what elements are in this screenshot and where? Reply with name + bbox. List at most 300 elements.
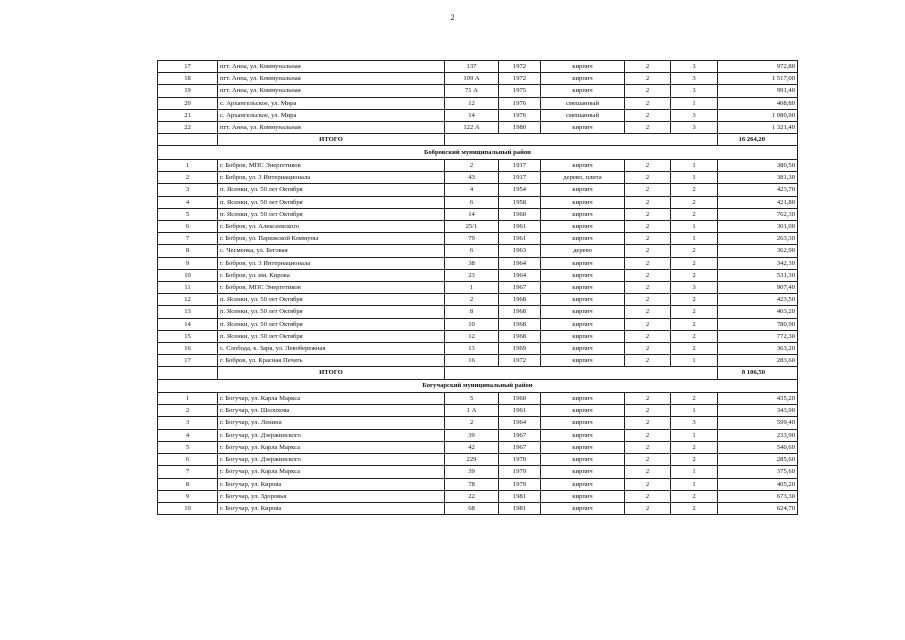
row-number-cell: 1 bbox=[158, 393, 218, 405]
address-cell: г. Бобров, МПС Энергетиков bbox=[218, 281, 445, 293]
floors-cell: 2 bbox=[625, 159, 671, 171]
table-row bbox=[158, 85, 798, 97]
address-cell: г. Богучар, ул. Ленина bbox=[218, 417, 445, 429]
table-row bbox=[158, 196, 798, 208]
entrances-cell: 2 bbox=[671, 441, 718, 453]
floors-cell: 2 bbox=[625, 97, 671, 109]
table-row bbox=[158, 122, 798, 134]
area-cell: 285,60 bbox=[718, 454, 798, 466]
house-number-cell: 39 bbox=[445, 466, 499, 478]
area-cell: 408,80 bbox=[718, 97, 798, 109]
entrances-cell: 2 bbox=[671, 196, 718, 208]
floors-cell: 2 bbox=[625, 172, 671, 184]
row-number-cell: 16 bbox=[158, 342, 218, 354]
wall-material-cell: кирпич bbox=[541, 220, 625, 232]
year-built-cell: 1954 bbox=[499, 184, 541, 196]
house-number-cell: 39 bbox=[445, 429, 499, 441]
table-row bbox=[158, 269, 798, 281]
entrances-cell: 1 bbox=[671, 172, 718, 184]
area-cell: 343,90 bbox=[718, 405, 798, 417]
table-row bbox=[158, 454, 798, 466]
address-cell: с. Чесменка, ул. Беговая bbox=[218, 245, 445, 257]
table-row bbox=[158, 405, 798, 417]
entrances-cell: 2 bbox=[671, 342, 718, 354]
year-built-cell: 1976 bbox=[499, 97, 541, 109]
row-number-cell: 4 bbox=[158, 429, 218, 441]
table-body bbox=[158, 61, 798, 515]
total-value: 16 264,20 bbox=[718, 134, 798, 146]
house-number-cell: 68 bbox=[445, 502, 499, 514]
entrances-cell: 2 bbox=[671, 393, 718, 405]
address-cell: г. Богучар, ул. Дзержинского bbox=[218, 429, 445, 441]
area-cell: 423,70 bbox=[718, 184, 798, 196]
house-number-cell: 109 А bbox=[445, 73, 499, 85]
area-cell: 1 517,00 bbox=[718, 73, 798, 85]
floors-cell: 2 bbox=[625, 318, 671, 330]
year-built-cell: 1963 bbox=[499, 245, 541, 257]
floors-cell: 2 bbox=[625, 245, 671, 257]
address-cell: п. Ясенки, ул. 50 лет Октября bbox=[218, 330, 445, 342]
floors-cell: 2 bbox=[625, 233, 671, 245]
house-number-cell: 16 bbox=[445, 355, 499, 367]
area-cell: 405,20 bbox=[718, 478, 798, 490]
row-number-cell: 4 bbox=[158, 196, 218, 208]
entrances-cell: 2 bbox=[671, 318, 718, 330]
area-cell: 301,00 bbox=[718, 220, 798, 232]
table-row bbox=[158, 393, 798, 405]
table-row bbox=[158, 417, 798, 429]
floors-cell: 2 bbox=[625, 294, 671, 306]
table-row bbox=[158, 184, 798, 196]
house-number-cell: 79 bbox=[445, 233, 499, 245]
house-number-cell: 2 bbox=[445, 159, 499, 171]
floors-cell: 2 bbox=[625, 306, 671, 318]
wall-material-cell: кирпич bbox=[541, 85, 625, 97]
table-row bbox=[158, 429, 798, 441]
house-number-cell: 5 bbox=[445, 393, 499, 405]
house-number-cell: 78 bbox=[445, 478, 499, 490]
year-built-cell: 1960 bbox=[499, 208, 541, 220]
row-number-cell: 7 bbox=[158, 466, 218, 478]
table-row bbox=[158, 342, 798, 354]
year-built-cell: 1917 bbox=[499, 172, 541, 184]
entrances-cell: 2 bbox=[671, 257, 718, 269]
year-built-cell: 1970 bbox=[499, 454, 541, 466]
row-number-cell: 3 bbox=[158, 184, 218, 196]
table-row bbox=[158, 490, 798, 502]
address-cell: с. Архангельское, ул. Мира bbox=[218, 109, 445, 121]
year-built-cell: 1961 bbox=[499, 233, 541, 245]
table-row bbox=[158, 478, 798, 490]
wall-material-cell: кирпич bbox=[541, 61, 625, 73]
table-row bbox=[158, 73, 798, 85]
row-number-cell: 10 bbox=[158, 502, 218, 514]
floors-cell: 2 bbox=[625, 109, 671, 121]
wall-material-cell: кирпич bbox=[541, 184, 625, 196]
table-row bbox=[158, 330, 798, 342]
floors-cell: 2 bbox=[625, 122, 671, 134]
row-number-cell: 11 bbox=[158, 281, 218, 293]
row-number-cell: 8 bbox=[158, 478, 218, 490]
address-cell: г. Бобров, ул. 3 Интернационала bbox=[218, 172, 445, 184]
total-blank-cell bbox=[158, 134, 218, 146]
total-label: ИТОГО bbox=[218, 367, 445, 379]
row-number-cell: 12 bbox=[158, 294, 218, 306]
house-number-cell: 14 bbox=[445, 208, 499, 220]
floors-cell: 2 bbox=[625, 196, 671, 208]
area-cell: 435,20 bbox=[718, 393, 798, 405]
floors-cell: 2 bbox=[625, 441, 671, 453]
floors-cell: 2 bbox=[625, 184, 671, 196]
address-cell: п. Ясенки, ул. 50 лет Октября bbox=[218, 318, 445, 330]
table-row bbox=[158, 281, 798, 293]
address-cell: г. Бобров, ул. 3 Интернационала bbox=[218, 257, 445, 269]
house-number-cell: 137 bbox=[445, 61, 499, 73]
area-cell: 342,30 bbox=[718, 257, 798, 269]
wall-material-cell: кирпич bbox=[541, 478, 625, 490]
area-cell: 423,50 bbox=[718, 294, 798, 306]
table-row bbox=[158, 208, 798, 220]
area-cell: 375,60 bbox=[718, 466, 798, 478]
address-cell: п. Ясенки, ул. 50 лет Октября bbox=[218, 294, 445, 306]
wall-material-cell: кирпич bbox=[541, 454, 625, 466]
house-number-cell: 38 bbox=[445, 257, 499, 269]
floors-cell: 2 bbox=[625, 73, 671, 85]
address-cell: г. Бобров, МПС Энергетиков bbox=[218, 159, 445, 171]
address-cell: п. Ясенки, ул. 50 лет Октября bbox=[218, 196, 445, 208]
floors-cell: 2 bbox=[625, 393, 671, 405]
floors-cell: 2 bbox=[625, 417, 671, 429]
table-row bbox=[158, 97, 798, 109]
floors-cell: 2 bbox=[625, 330, 671, 342]
wall-material-cell: дерево bbox=[541, 245, 625, 257]
year-built-cell: 1958 bbox=[499, 196, 541, 208]
house-number-cell: 14 bbox=[445, 109, 499, 121]
floors-cell: 2 bbox=[625, 257, 671, 269]
area-cell: 263,30 bbox=[718, 233, 798, 245]
area-cell: 624,70 bbox=[718, 502, 798, 514]
row-number-cell: 8 bbox=[158, 245, 218, 257]
row-number-cell: 7 bbox=[158, 233, 218, 245]
area-cell: 540,60 bbox=[718, 441, 798, 453]
entrances-cell: 3 bbox=[671, 73, 718, 85]
entrances-cell: 1 bbox=[671, 429, 718, 441]
year-built-cell: 1981 bbox=[499, 490, 541, 502]
house-number-cell: 22 bbox=[445, 490, 499, 502]
address-cell: с. Архангельское, ул. Мира bbox=[218, 97, 445, 109]
wall-material-cell: кирпич bbox=[541, 73, 625, 85]
table-row bbox=[158, 172, 798, 184]
year-built-cell: 1961 bbox=[499, 220, 541, 232]
district-header-row bbox=[158, 379, 798, 393]
year-built-cell: 1975 bbox=[499, 85, 541, 97]
total-label: ИТОГО bbox=[218, 134, 445, 146]
entrances-cell: 2 bbox=[671, 490, 718, 502]
table-row bbox=[158, 245, 798, 257]
entrances-cell: 1 bbox=[671, 405, 718, 417]
house-number-cell: 25/1 bbox=[445, 220, 499, 232]
entrances-cell: 3 bbox=[671, 85, 718, 97]
floors-cell: 2 bbox=[625, 502, 671, 514]
row-number-cell: 9 bbox=[158, 490, 218, 502]
area-cell: 772,30 bbox=[718, 330, 798, 342]
wall-material-cell: смешанный bbox=[541, 97, 625, 109]
total-row bbox=[158, 134, 798, 146]
address-cell: г. Богучар, ул. Карла Маркса bbox=[218, 393, 445, 405]
row-number-cell: 14 bbox=[158, 318, 218, 330]
year-built-cell: 1972 bbox=[499, 73, 541, 85]
area-cell: 1 321,40 bbox=[718, 122, 798, 134]
year-built-cell: 1967 bbox=[499, 429, 541, 441]
row-number-cell: 2 bbox=[158, 405, 218, 417]
wall-material-cell: кирпич bbox=[541, 122, 625, 134]
year-built-cell: 1979 bbox=[499, 478, 541, 490]
year-built-cell: 1967 bbox=[499, 281, 541, 293]
wall-material-cell: кирпич bbox=[541, 441, 625, 453]
row-number-cell: 13 bbox=[158, 306, 218, 318]
row-number-cell: 21 bbox=[158, 109, 218, 121]
table-row bbox=[158, 318, 798, 330]
area-cell: 972,80 bbox=[718, 61, 798, 73]
floors-cell: 2 bbox=[625, 429, 671, 441]
address-cell: п. Ясенки, ул. 50 лет Октября bbox=[218, 306, 445, 318]
area-cell: 380,50 bbox=[718, 159, 798, 171]
year-built-cell: 1972 bbox=[499, 61, 541, 73]
entrances-cell: 1 bbox=[671, 220, 718, 232]
area-cell: 1 080,90 bbox=[718, 109, 798, 121]
year-built-cell: 1917 bbox=[499, 159, 541, 171]
house-number-cell: 13 bbox=[445, 342, 499, 354]
floors-cell: 2 bbox=[625, 490, 671, 502]
wall-material-cell: кирпич bbox=[541, 405, 625, 417]
row-number-cell: 6 bbox=[158, 454, 218, 466]
house-number-cell: 8 bbox=[445, 306, 499, 318]
address-cell: г. Богучар, ул. Дзержинского bbox=[218, 454, 445, 466]
year-built-cell: 1981 bbox=[499, 502, 541, 514]
address-cell: с. Слобода, к. Заря, ул. Левобережная bbox=[218, 342, 445, 354]
house-number-cell: 1 bbox=[445, 281, 499, 293]
wall-material-cell: кирпич bbox=[541, 159, 625, 171]
row-number-cell: 19 bbox=[158, 85, 218, 97]
entrances-cell: 2 bbox=[671, 294, 718, 306]
table-row bbox=[158, 355, 798, 367]
house-number-cell: 12 bbox=[445, 97, 499, 109]
area-cell: 362,90 bbox=[718, 245, 798, 257]
table-row bbox=[158, 220, 798, 232]
address-cell: пгт. Анна, ул. Коммунальная bbox=[218, 122, 445, 134]
table-row bbox=[158, 61, 798, 73]
total-spacer-cell bbox=[445, 367, 718, 379]
wall-material-cell: кирпич bbox=[541, 318, 625, 330]
address-cell: г. Богучар, ул. Карла Маркса bbox=[218, 466, 445, 478]
floors-cell: 2 bbox=[625, 269, 671, 281]
house-number-cell: 43 bbox=[445, 172, 499, 184]
area-cell: 363,20 bbox=[718, 342, 798, 354]
house-number-cell: 12 bbox=[445, 330, 499, 342]
entrances-cell: 2 bbox=[671, 245, 718, 257]
wall-material-cell: кирпич bbox=[541, 269, 625, 281]
entrances-cell: 2 bbox=[671, 184, 718, 196]
housing-register-table bbox=[157, 60, 798, 515]
area-cell: 233,90 bbox=[718, 429, 798, 441]
row-number-cell: 5 bbox=[158, 208, 218, 220]
table-row bbox=[158, 233, 798, 245]
table-row bbox=[158, 502, 798, 514]
address-cell: г. Богучар, ул. Карла Маркса bbox=[218, 441, 445, 453]
house-number-cell: 2 bbox=[445, 417, 499, 429]
district-name: Богучарский муниципальный район bbox=[158, 379, 798, 393]
table-row bbox=[158, 109, 798, 121]
table-row bbox=[158, 257, 798, 269]
address-cell: г. Бобров, ул. им. Кирова bbox=[218, 269, 445, 281]
table-row bbox=[158, 441, 798, 453]
wall-material-cell: кирпич bbox=[541, 196, 625, 208]
wall-material-cell: кирпич bbox=[541, 257, 625, 269]
entrances-cell: 2 bbox=[671, 269, 718, 281]
floors-cell: 2 bbox=[625, 61, 671, 73]
floors-cell: 2 bbox=[625, 466, 671, 478]
house-number-cell: 71 А bbox=[445, 85, 499, 97]
address-cell: г. Бобров, ул. Алексеевского bbox=[218, 220, 445, 232]
floors-cell: 2 bbox=[625, 208, 671, 220]
row-number-cell: 6 bbox=[158, 220, 218, 232]
address-cell: г. Богучар, ул. Кирова bbox=[218, 478, 445, 490]
house-number-cell: 23 bbox=[445, 269, 499, 281]
year-built-cell: 1979 bbox=[499, 466, 541, 478]
year-built-cell: 1976 bbox=[499, 109, 541, 121]
address-cell: г. Бобров, ул. Парижской Коммуны bbox=[218, 233, 445, 245]
row-number-cell: 2 bbox=[158, 172, 218, 184]
wall-material-cell: кирпич bbox=[541, 393, 625, 405]
wall-material-cell: кирпич bbox=[541, 208, 625, 220]
entrances-cell: 1 bbox=[671, 159, 718, 171]
wall-material-cell: кирпич bbox=[541, 490, 625, 502]
row-number-cell: 9 bbox=[158, 257, 218, 269]
wall-material-cell: смешанный bbox=[541, 109, 625, 121]
total-row bbox=[158, 367, 798, 379]
entrances-cell: 3 bbox=[671, 109, 718, 121]
house-number-cell: 2 bbox=[445, 294, 499, 306]
wall-material-cell: кирпич bbox=[541, 281, 625, 293]
row-number-cell: 18 bbox=[158, 73, 218, 85]
page-number: 2 bbox=[450, 13, 455, 22]
floors-cell: 2 bbox=[625, 281, 671, 293]
row-number-cell: 3 bbox=[158, 417, 218, 429]
table-row bbox=[158, 466, 798, 478]
total-blank-cell bbox=[158, 367, 218, 379]
wall-material-cell: кирпич bbox=[541, 429, 625, 441]
address-cell: г. Богучар, ул. Кирова bbox=[218, 502, 445, 514]
house-number-cell: 1 А bbox=[445, 405, 499, 417]
wall-material-cell: кирпич bbox=[541, 417, 625, 429]
house-number-cell: 229 bbox=[445, 454, 499, 466]
address-cell: пгт. Анна, ул. Коммунальная bbox=[218, 73, 445, 85]
floors-cell: 2 bbox=[625, 454, 671, 466]
wall-material-cell: кирпич bbox=[541, 330, 625, 342]
area-cell: 283,60 bbox=[718, 355, 798, 367]
wall-material-cell: кирпич bbox=[541, 355, 625, 367]
address-cell: пгт. Анна, ул. Коммунальная bbox=[218, 85, 445, 97]
year-built-cell: 1964 bbox=[499, 257, 541, 269]
wall-material-cell: кирпич bbox=[541, 342, 625, 354]
address-cell: г. Богучар, ул. Здоровья bbox=[218, 490, 445, 502]
district-header-row bbox=[158, 146, 798, 160]
floors-cell: 2 bbox=[625, 355, 671, 367]
entrances-cell: 2 bbox=[671, 306, 718, 318]
year-built-cell: 1968 bbox=[499, 318, 541, 330]
year-built-cell: 1968 bbox=[499, 330, 541, 342]
entrances-cell: 3 bbox=[671, 417, 718, 429]
area-cell: 762,30 bbox=[718, 208, 798, 220]
floors-cell: 2 bbox=[625, 342, 671, 354]
row-number-cell: 5 bbox=[158, 441, 218, 453]
area-cell: 381,30 bbox=[718, 172, 798, 184]
entrances-cell: 1 bbox=[671, 478, 718, 490]
table-row bbox=[158, 294, 798, 306]
row-number-cell: 1 bbox=[158, 159, 218, 171]
year-built-cell: 1968 bbox=[499, 306, 541, 318]
year-built-cell: 1972 bbox=[499, 355, 541, 367]
area-cell: 421,80 bbox=[718, 196, 798, 208]
address-cell: г. Бобров, ул. Красная Печать bbox=[218, 355, 445, 367]
floors-cell: 2 bbox=[625, 478, 671, 490]
row-number-cell: 17 bbox=[158, 355, 218, 367]
year-built-cell: 1960 bbox=[499, 393, 541, 405]
area-cell: 403,20 bbox=[718, 306, 798, 318]
entrances-cell: 2 bbox=[671, 502, 718, 514]
table-row bbox=[158, 159, 798, 171]
entrances-cell: 1 bbox=[671, 97, 718, 109]
year-built-cell: 1964 bbox=[499, 417, 541, 429]
house-number-cell: 4 bbox=[445, 184, 499, 196]
entrances-cell: 1 bbox=[671, 466, 718, 478]
entrances-cell: 2 bbox=[671, 454, 718, 466]
year-built-cell: 1964 bbox=[499, 269, 541, 281]
area-cell: 531,30 bbox=[718, 269, 798, 281]
area-cell: 907,40 bbox=[718, 281, 798, 293]
floors-cell: 2 bbox=[625, 220, 671, 232]
entrances-cell: 3 bbox=[671, 61, 718, 73]
year-built-cell: 1968 bbox=[499, 294, 541, 306]
total-spacer-cell bbox=[445, 134, 718, 146]
wall-material-cell: кирпич bbox=[541, 466, 625, 478]
address-cell: г. Богучар, ул. Шолохова bbox=[218, 405, 445, 417]
floors-cell: 2 bbox=[625, 85, 671, 97]
district-name: Бобровский муниципальный район bbox=[158, 146, 798, 160]
house-number-cell: 122 А bbox=[445, 122, 499, 134]
address-cell: п. Ясенки, ул. 50 лет Октября bbox=[218, 184, 445, 196]
row-number-cell: 15 bbox=[158, 330, 218, 342]
address-cell: пгт. Анна, ул. Коммунальная bbox=[218, 61, 445, 73]
year-built-cell: 1980 bbox=[499, 122, 541, 134]
floors-cell: 2 bbox=[625, 405, 671, 417]
house-number-cell: 10 bbox=[445, 318, 499, 330]
wall-material-cell: кирпич bbox=[541, 294, 625, 306]
wall-material-cell: дерево, плита bbox=[541, 172, 625, 184]
entrances-cell: 1 bbox=[671, 233, 718, 245]
total-value: 8 106,50 bbox=[718, 367, 798, 379]
address-cell: п. Ясенки, ул. 50 лет Октября bbox=[218, 208, 445, 220]
year-built-cell: 1969 bbox=[499, 342, 541, 354]
row-number-cell: 20 bbox=[158, 97, 218, 109]
area-cell: 780,90 bbox=[718, 318, 798, 330]
row-number-cell: 10 bbox=[158, 269, 218, 281]
entrances-cell: 2 bbox=[671, 330, 718, 342]
table-row bbox=[158, 306, 798, 318]
area-cell: 991,40 bbox=[718, 85, 798, 97]
entrances-cell: 3 bbox=[671, 122, 718, 134]
wall-material-cell: кирпич bbox=[541, 233, 625, 245]
